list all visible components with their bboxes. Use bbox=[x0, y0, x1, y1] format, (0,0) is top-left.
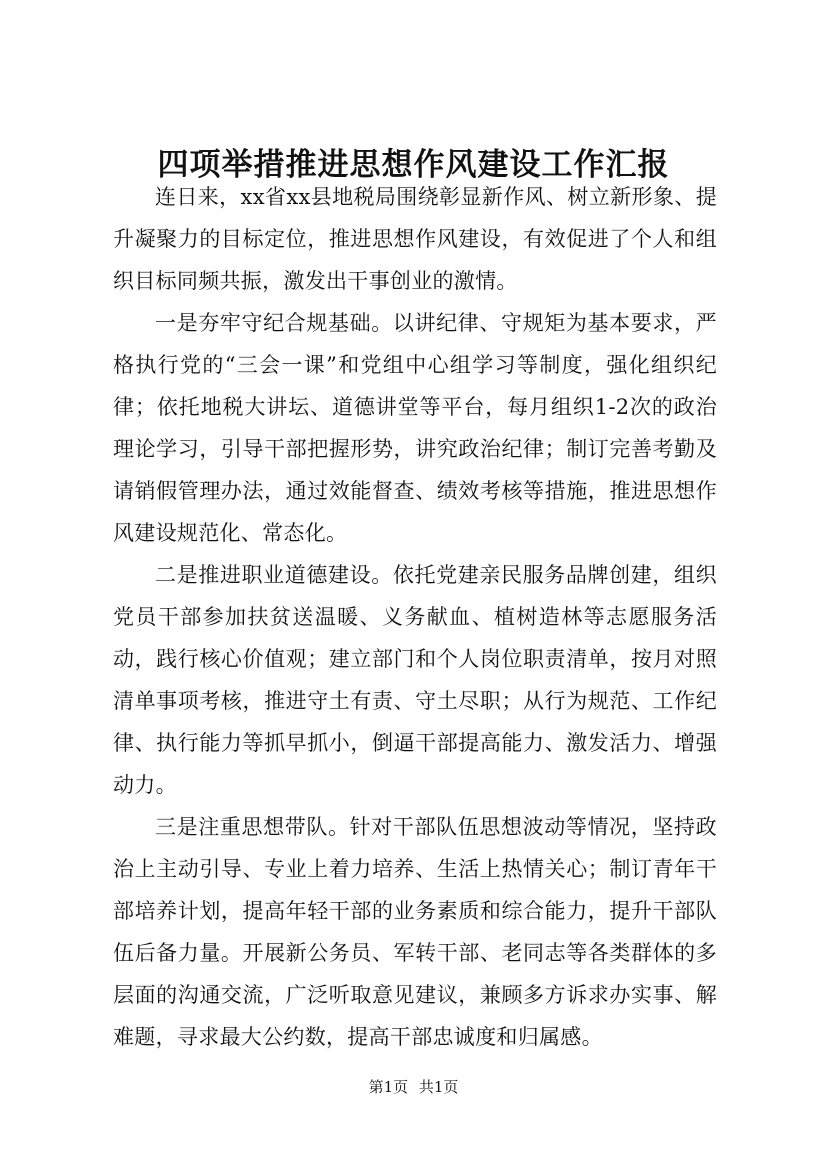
page-footer bbox=[0, 1077, 827, 1097]
document-title: 四项举措推进思想作风建设工作汇报 bbox=[157, 147, 670, 183]
document-body bbox=[113, 176, 717, 1058]
page-number: 第1页 bbox=[368, 1078, 409, 1096]
page-total: 共1页 bbox=[418, 1078, 459, 1096]
paragraph-measure-3: 三是注重思想带队。针对干部队伍思想波动等情况，坚持政治上主动引导、专业上着力培养、生活上热情关心；制订青年干部培养计划，提高年轻干部的业务素质和综合能力，提升干部队伍后备力量。开展新公务员、军转干部、老同志等各类群体的多层面的沟通交流，广泛听取意见建议，兼顾多方诉求办实事、解难题，寻求最大公约数，提高干部忠诚度和归属感。 bbox=[113, 815, 717, 1049]
paragraph-measure-2: 二是推进职业道德建设。依托党建亲民服务品牌创建，组织党员干部参加扶贫送温暖、义务献血、植树造林等志愿服务活动，践行核心价值观；建立部门和个人岗位职责清单，按月对照清单事项考核，推进守土有责、守土尽职；从行为规范、工作纪律、执行能力等抓早抓小，倒逼干部提高能力、激发活力、增强动力。 bbox=[113, 563, 717, 797]
paragraph-measure-1: 一是夯牢守纪合规基础。以讲纪律、守规矩为基本要求，严格执行党的“三会一课”和党组中心组学习等制度，强化组织纪律；依托地税大讲坛、道德讲堂等平台，每月组织1-2次的政治理论学习，引导干部把握形势，讲究政治纪律；制订完善考勤及请销假管理办法，通过效能督查、绩效考核等措施，推进思想作风建设规范化、常态化。 bbox=[113, 311, 717, 545]
paragraph-intro: 连日来，xx省xx县地税局围绕彰显新作风、树立新形象、提升凝聚力的目标定位，推进思想作风建设，有效促进了个人和组织目标同频共振，激发出干事创业的激情。 bbox=[113, 185, 717, 293]
